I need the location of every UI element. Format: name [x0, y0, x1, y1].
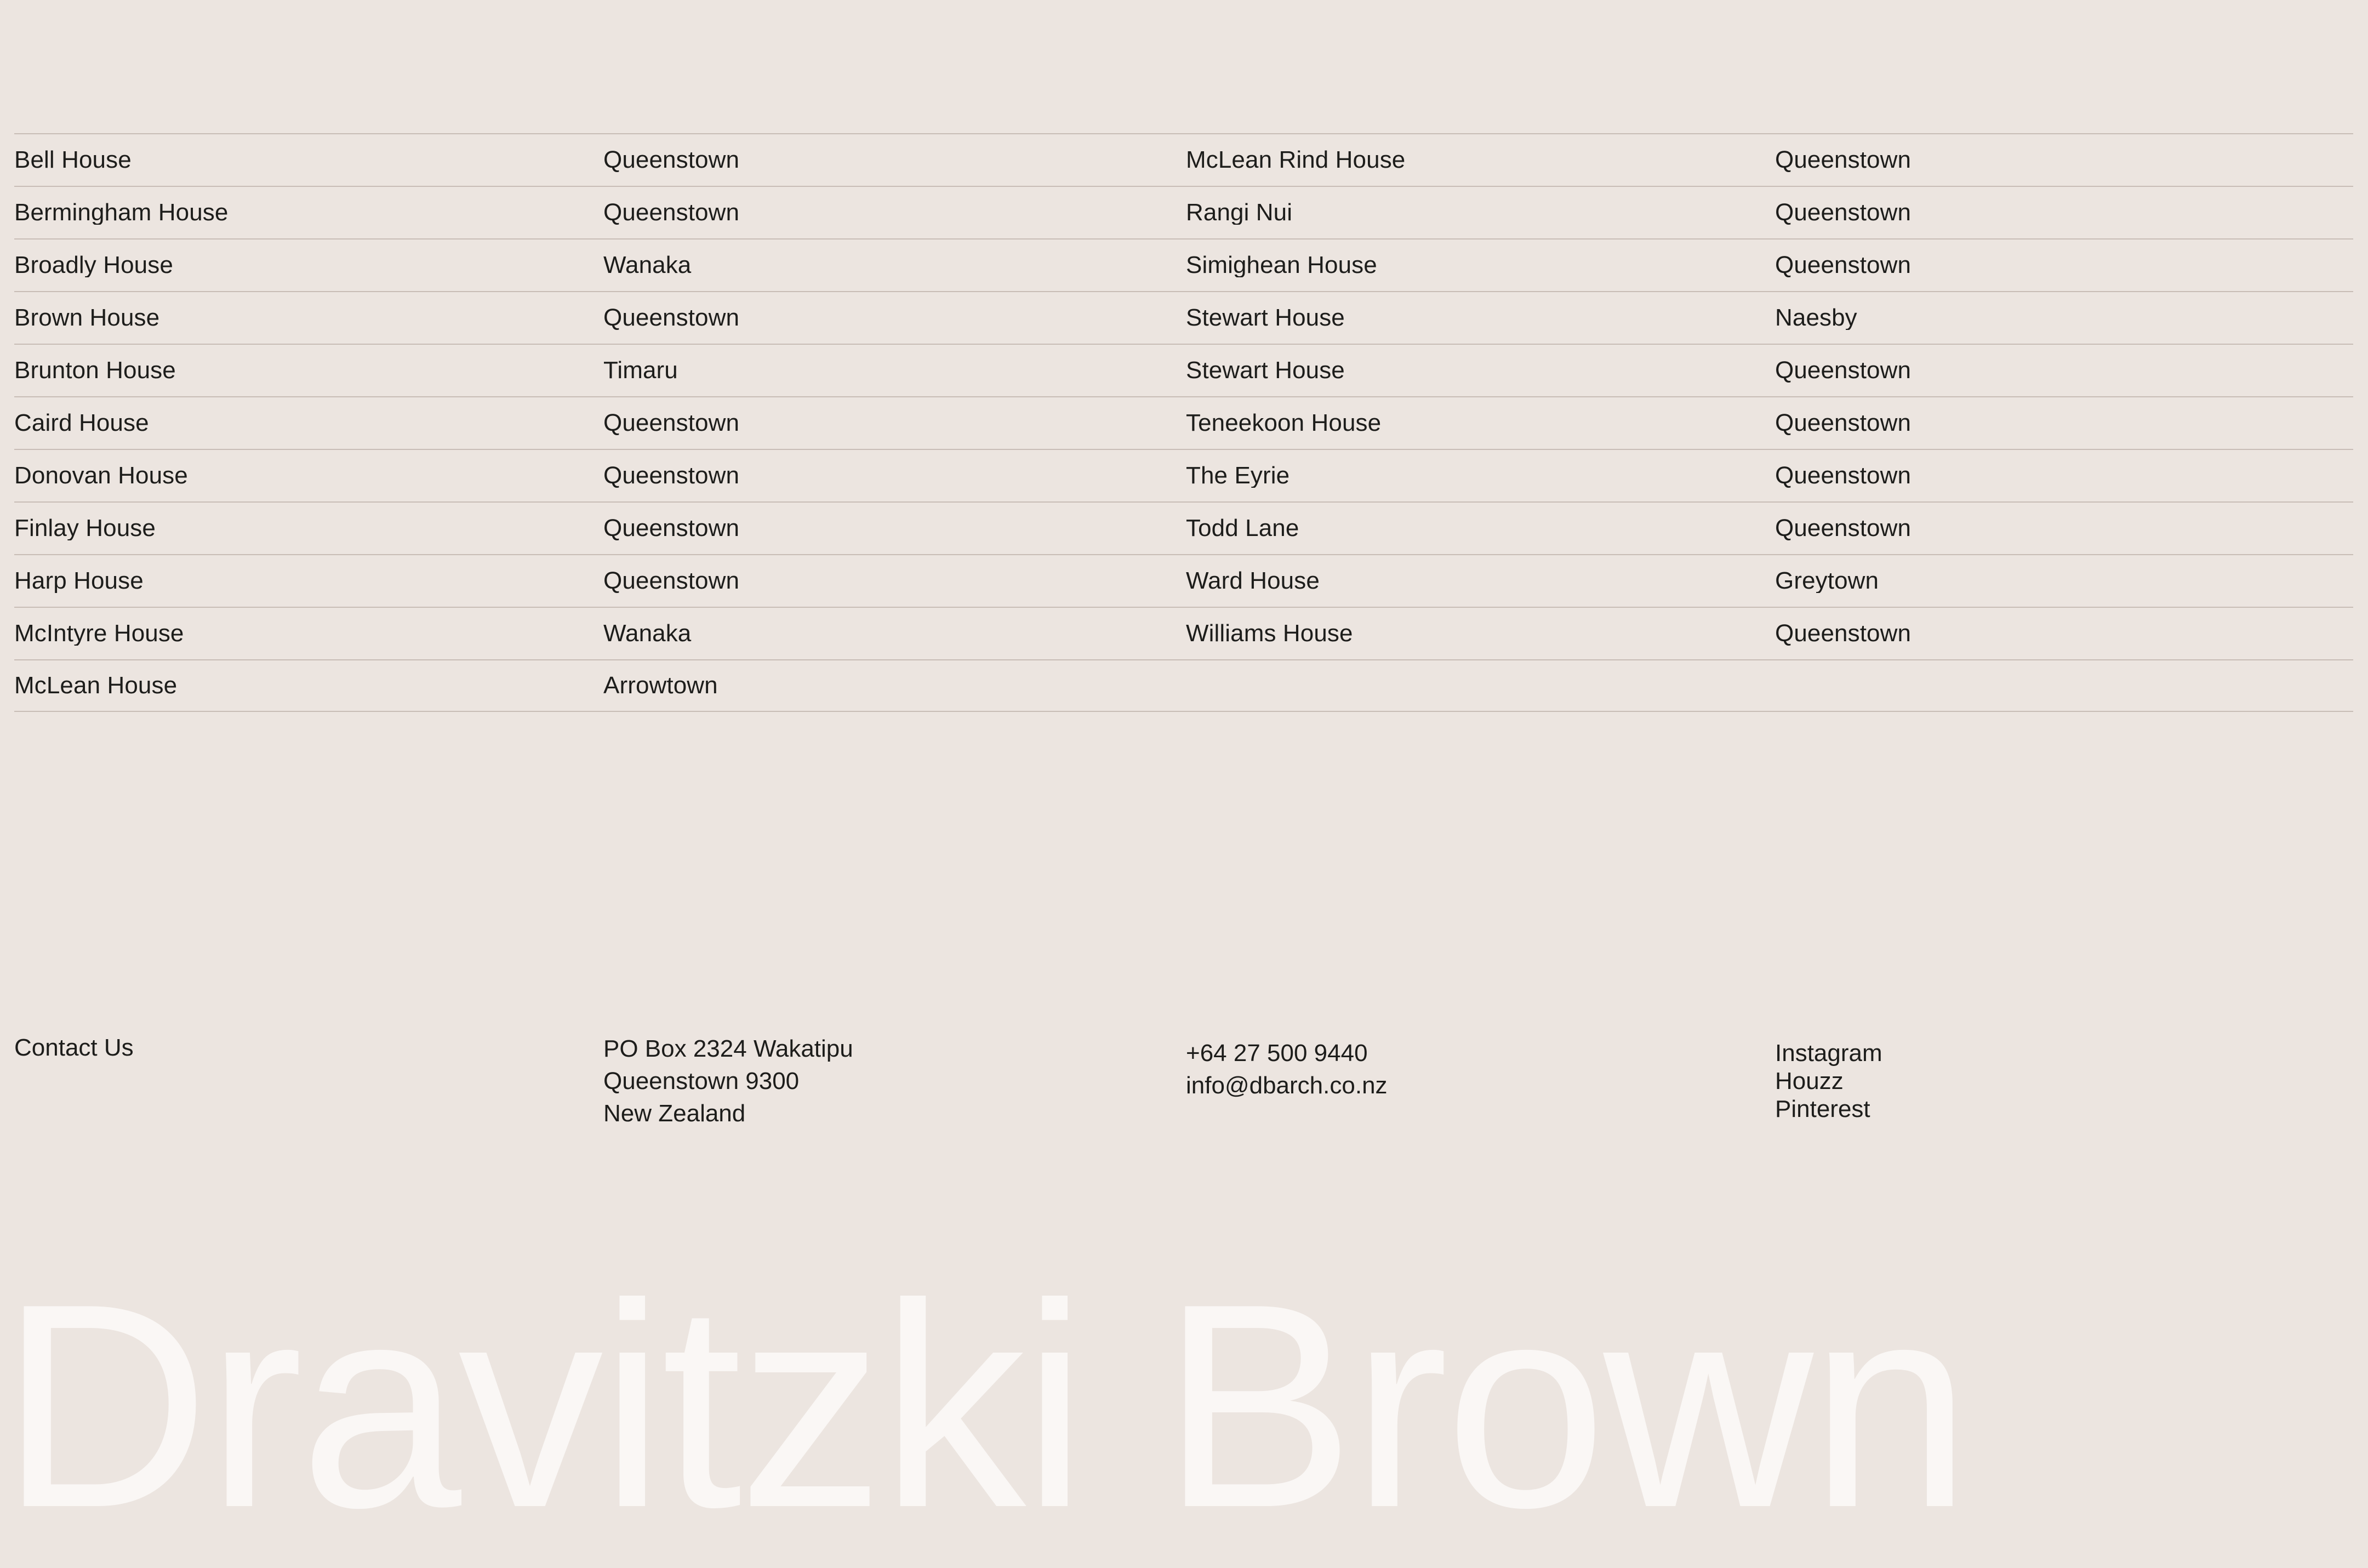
address-line-3: New Zealand: [603, 1100, 746, 1127]
project-location-left: Queenstown: [603, 306, 740, 330]
phone-number[interactable]: +64 27 500 9440: [1186, 1040, 1368, 1067]
project-name-left[interactable]: Donovan House: [14, 464, 188, 488]
project-name-left[interactable]: Caird House: [14, 411, 149, 435]
project-name-right[interactable]: Stewart House: [1186, 306, 1345, 330]
social-link-instagram[interactable]: Instagram: [1775, 1040, 1882, 1067]
table-row[interactable]: [14, 133, 2353, 186]
project-location-right: Queenstown: [1775, 253, 1911, 277]
table-row[interactable]: [14, 554, 2353, 607]
project-location-left: Queenstown: [603, 569, 740, 593]
address-line-1: PO Box 2324 Wakatipu: [603, 1035, 853, 1062]
social-link-houzz[interactable]: Houzz: [1775, 1068, 1844, 1094]
project-location-left: Arrowtown: [603, 674, 718, 698]
table-row[interactable]: [14, 344, 2353, 396]
project-location-left: Queenstown: [603, 201, 740, 225]
address-line-2: Queenstown 9300: [603, 1068, 800, 1094]
project-location-right: Greytown: [1775, 569, 1879, 593]
project-name-left[interactable]: Broadly House: [14, 253, 173, 277]
table-row[interactable]: [14, 449, 2353, 501]
email-address[interactable]: info@dbarch.co.nz: [1186, 1072, 1388, 1099]
table-row[interactable]: [14, 396, 2353, 449]
contact-us-heading: Contact Us: [14, 1034, 134, 1061]
project-location-right: Queenstown: [1775, 201, 1911, 225]
project-name-right[interactable]: McLean Rind House: [1186, 148, 1406, 172]
project-name-right[interactable]: Teneekoon House: [1186, 411, 1382, 435]
brand-wordmark: Dravitzki Brown: [0, 1244, 1968, 1568]
table-row[interactable]: [14, 659, 2353, 712]
project-name-right[interactable]: Williams House: [1186, 622, 1353, 646]
table-row[interactable]: [14, 238, 2353, 291]
contact-address-column: [603, 1033, 1186, 1130]
project-location-right: Queenstown: [1775, 464, 1911, 488]
contact-details-column: [1186, 1037, 1775, 1130]
project-location-left: Wanaka: [603, 253, 692, 277]
project-location-right: Queenstown: [1775, 516, 1911, 540]
table-row[interactable]: [14, 291, 2353, 344]
project-name-right[interactable]: Ward House: [1186, 569, 1320, 593]
project-location-left: Queenstown: [603, 464, 740, 488]
project-name-left[interactable]: Harp House: [14, 569, 144, 593]
project-location-right: Queenstown: [1775, 622, 1911, 646]
table-row[interactable]: [14, 607, 2353, 659]
project-name-left[interactable]: Brown House: [14, 306, 160, 330]
project-location-right: Queenstown: [1775, 148, 1911, 172]
table-row[interactable]: [14, 501, 2353, 554]
project-name-left[interactable]: Brunton House: [14, 358, 176, 383]
project-location-left: Queenstown: [603, 148, 740, 172]
contact-heading-column: [14, 1036, 603, 1130]
social-links-column: [1775, 1039, 2353, 1130]
project-location-left: Timaru: [603, 358, 678, 383]
project-name-left[interactable]: Bermingham House: [14, 201, 229, 225]
project-location-left: Wanaka: [603, 622, 692, 646]
project-name-right[interactable]: Simighean House: [1186, 253, 1377, 277]
contact-section: [14, 1036, 2353, 1130]
table-row[interactable]: [14, 186, 2353, 238]
project-location-right: Queenstown: [1775, 411, 1911, 435]
project-name-right[interactable]: Todd Lane: [1186, 516, 1299, 540]
project-location-right: Naesby: [1775, 306, 1857, 330]
project-location-left: Queenstown: [603, 516, 740, 540]
project-location-left: Queenstown: [603, 411, 740, 435]
project-name-right[interactable]: Stewart House: [1186, 358, 1345, 383]
project-name-left[interactable]: Finlay House: [14, 516, 156, 540]
project-name-left[interactable]: McLean House: [14, 674, 178, 698]
project-index-table: [14, 133, 2353, 712]
social-link-pinterest[interactable]: Pinterest: [1775, 1096, 1870, 1122]
project-name-left[interactable]: McIntyre House: [14, 622, 184, 646]
project-name-right[interactable]: The Eyrie: [1186, 464, 1290, 488]
project-location-right: Queenstown: [1775, 358, 1911, 383]
project-name-right[interactable]: Rangi Nui: [1186, 201, 1293, 225]
project-name-left[interactable]: Bell House: [14, 148, 132, 172]
